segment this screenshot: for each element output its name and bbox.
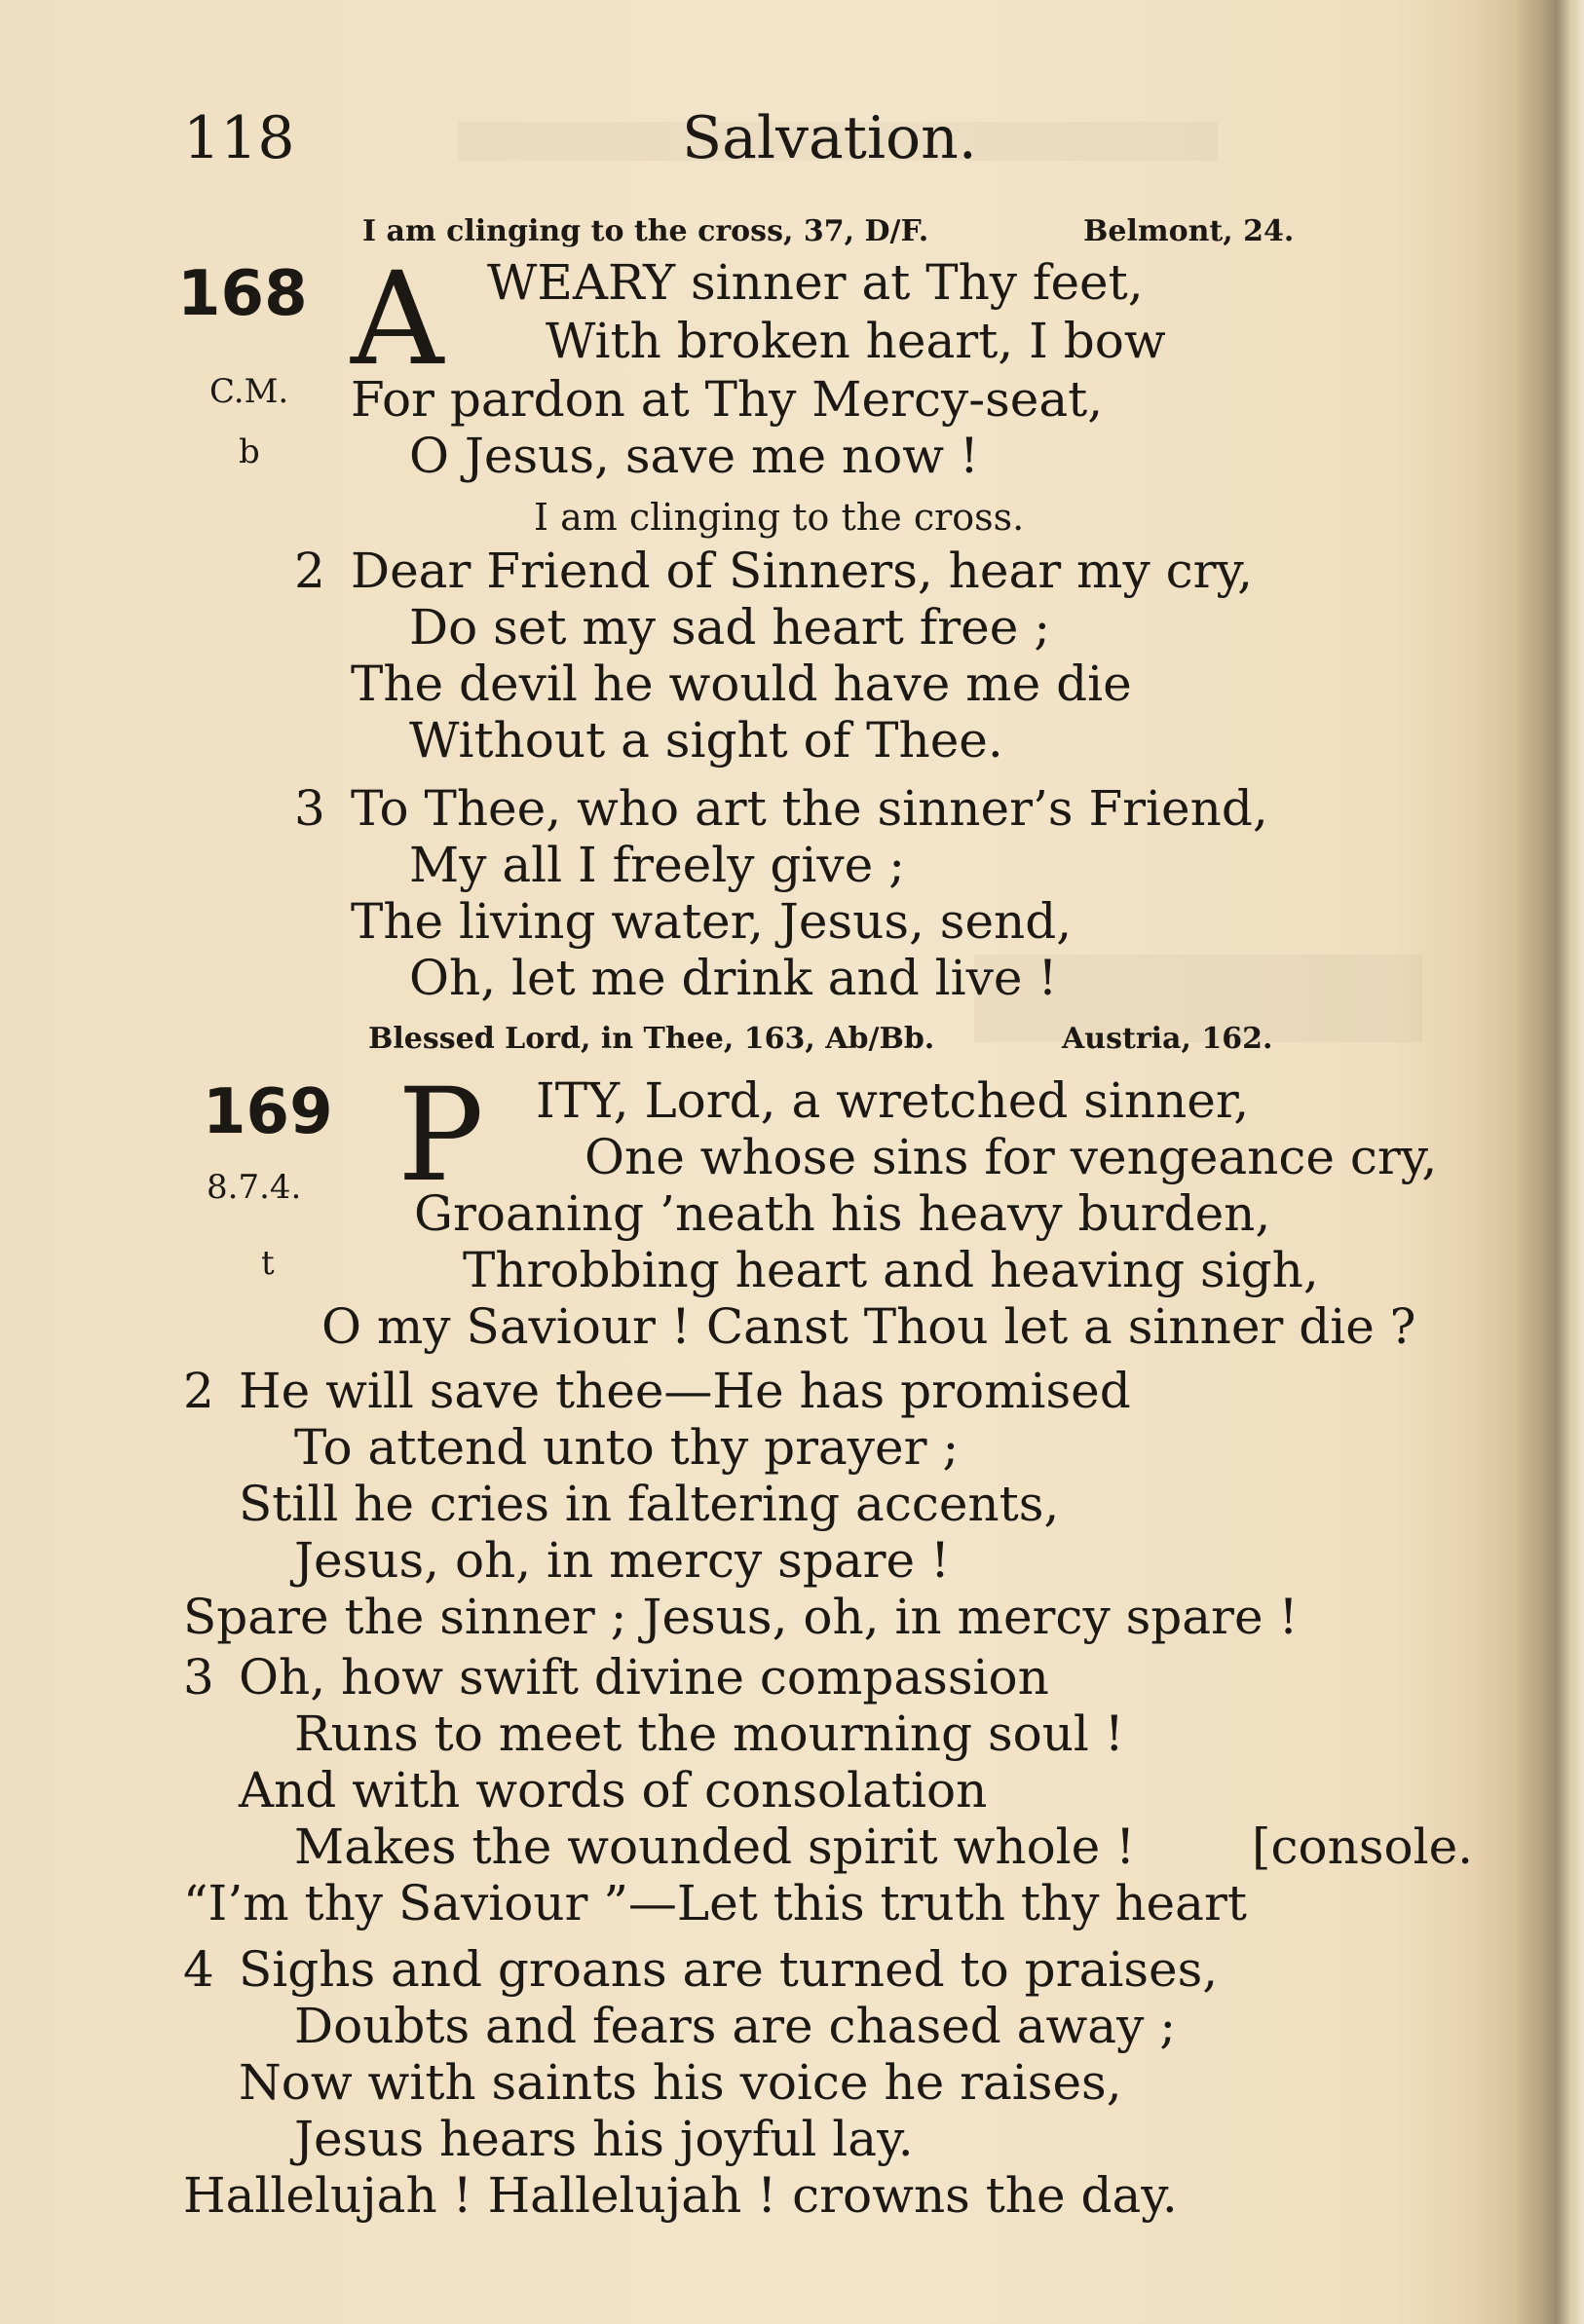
verse-line: Hallelujah ! Hallelujah ! crowns the day. xyxy=(183,2167,1178,2224)
verse-line: Doubts and fears are chased away ; xyxy=(294,1998,1177,2054)
verse-line: Do set my sad heart free ; xyxy=(409,599,1051,656)
hymn-mark: b xyxy=(239,432,260,471)
tune-reference: Blessed Lord, in Thee, 163, Ab/Bb. xyxy=(368,1022,935,1056)
verse-line: Groaning ’neath his heavy burden, xyxy=(414,1185,1271,1242)
page-number: 118 xyxy=(183,104,295,172)
verse-number: 3 xyxy=(183,1649,214,1706)
turnover-word: [console. xyxy=(1252,1818,1474,1875)
drop-cap: A xyxy=(351,244,444,394)
verse-line: Without a sight of Thee. xyxy=(409,712,1003,768)
verse-line: My all I freely give ; xyxy=(409,837,905,893)
verse-line: He will save thee—He has promised xyxy=(239,1363,1131,1419)
verse-line: Sighs and groans are turned to praises, xyxy=(239,1941,1219,1998)
verse-number: 2 xyxy=(183,1363,214,1419)
tune-name: Austria, 162. xyxy=(1062,1022,1273,1056)
verse-line: Makes the wounded spirit whole ! xyxy=(294,1818,1136,1875)
tune-reference: I am clinging to the cross, 37, D/F. xyxy=(362,214,929,248)
verse-line: For pardon at Thy Mercy-seat, xyxy=(351,371,1104,428)
verse-line: Throbbing heart and heaving sigh, xyxy=(463,1242,1319,1298)
page-gutter-shadow xyxy=(1516,0,1584,2324)
page-title: Salvation. xyxy=(682,104,977,172)
verse-number: 3 xyxy=(294,780,325,837)
verse-line: Jesus, oh, in mercy spare ! xyxy=(294,1532,951,1589)
verse-line: Now with saints his voice he raises, xyxy=(239,2054,1122,2111)
verse-number: 4 xyxy=(183,1941,214,1998)
verse-line: Oh, let me drink and live ! xyxy=(409,950,1058,1006)
tune-name: Belmont, 24. xyxy=(1083,214,1295,248)
verse-line: To attend unto thy prayer ; xyxy=(294,1419,960,1476)
verse-line: “I’m thy Saviour ”—Let this truth thy heart xyxy=(183,1875,1247,1931)
verse-line: O my Saviour ! Canst Thou let a sinner die ? xyxy=(321,1298,1416,1355)
verse-number: 2 xyxy=(294,543,325,599)
verse-line: The devil he would have me die xyxy=(351,656,1132,712)
hymn-number: 169 xyxy=(203,1076,333,1148)
verse-line: O Jesus, save me now ! xyxy=(409,428,980,484)
verse-line: To Thee, who art the sinner’s Friend, xyxy=(351,780,1268,837)
verse-line: The living water, Jesus, send, xyxy=(351,893,1073,950)
verse-line: Oh, how swift divine compassion xyxy=(239,1649,1049,1706)
verse-line: With broken heart, I bow xyxy=(546,313,1166,369)
refrain-cue: I am clinging to the cross. xyxy=(534,496,1025,539)
hymn-number: 168 xyxy=(177,258,308,330)
verse-line: Runs to meet the mourning soul ! xyxy=(294,1706,1124,1762)
verse-line: One whose sins for vengeance cry, xyxy=(585,1129,1438,1185)
verse-line: And with words of consolation xyxy=(239,1762,988,1818)
hymn-meter: C.M. xyxy=(209,372,289,411)
verse-line: ITY, Lord, a wretched sinner, xyxy=(536,1072,1250,1129)
verse-line: Dear Friend of Sinners, hear my cry, xyxy=(351,543,1254,599)
verse-line: Still he cries in faltering accents, xyxy=(239,1476,1060,1532)
hymn-mark: t xyxy=(261,1244,275,1283)
drop-cap: P xyxy=(397,1061,484,1211)
verse-line: WEARY sinner at Thy feet, xyxy=(487,254,1144,311)
verse-line: Spare the sinner ; Jesus, oh, in mercy spare ! xyxy=(183,1589,1299,1645)
verse-line: Jesus hears his joyful lay. xyxy=(294,2111,914,2167)
hymn-meter: 8.7.4. xyxy=(207,1168,302,1207)
